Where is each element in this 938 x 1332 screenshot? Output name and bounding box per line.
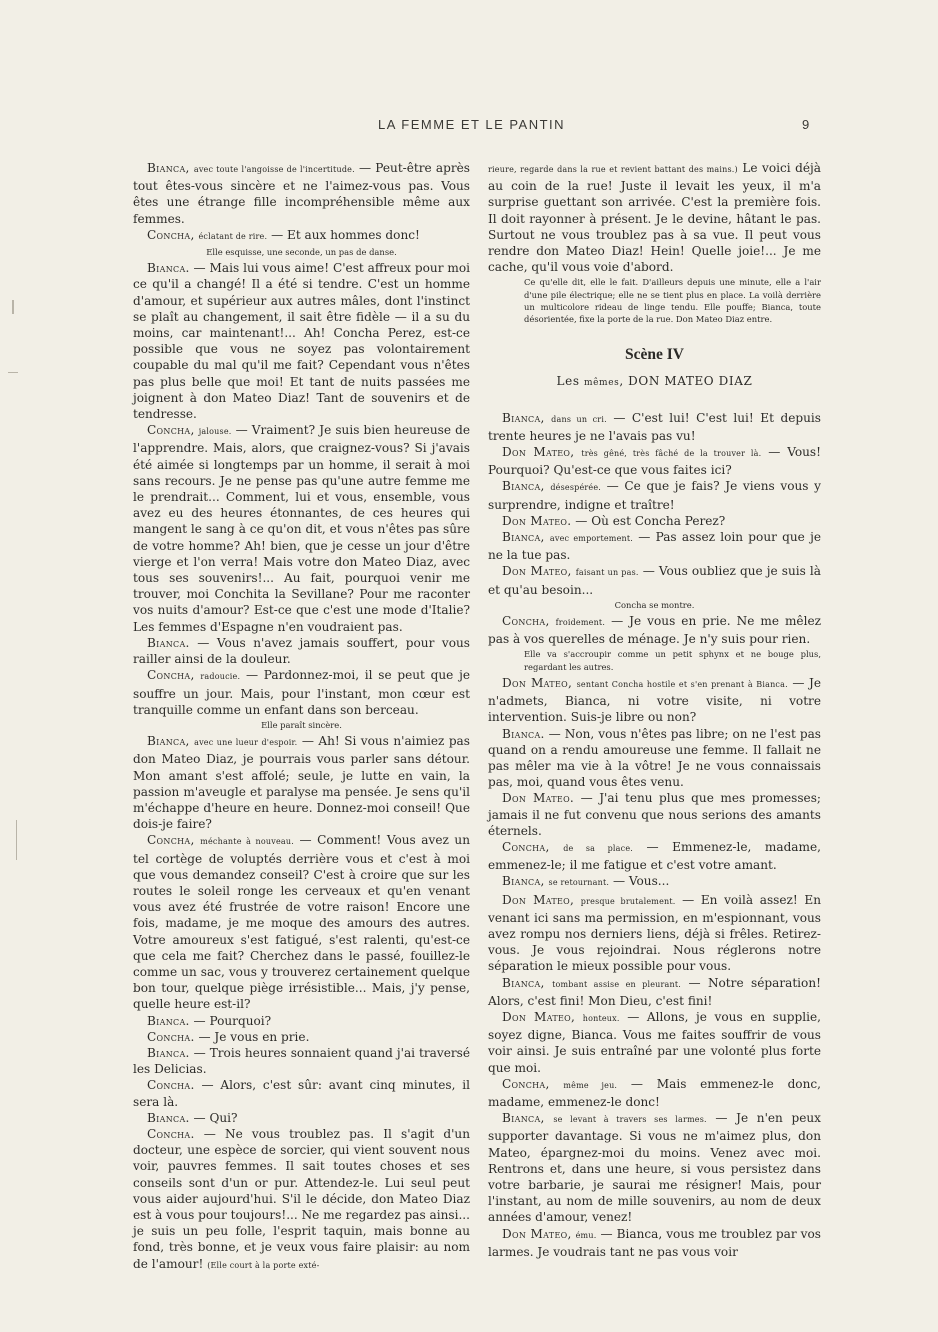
speaker-name: Concha.	[147, 1029, 195, 1044]
dialogue-line	[488, 513, 821, 529]
speaker-name: Concha.	[147, 1126, 195, 1141]
stage-direction-inline: jalouse.	[198, 427, 232, 437]
dialogue-line	[133, 1013, 470, 1029]
page-header	[0, 117, 938, 137]
right-column	[488, 160, 821, 1260]
dialogue-text: — Où est Concha Perez?	[571, 513, 726, 528]
dialogue-line	[133, 160, 470, 227]
stage-direction-inline: radoucie.	[200, 672, 241, 682]
stage-direction-inline: presque brutalement.	[580, 896, 676, 906]
stage-direction-inline: avec toute l'angoisse de l'incertitude.	[193, 165, 355, 174]
stage-direction: Elle paraît sincère.	[261, 719, 342, 730]
stage-direction-inline: avec une lueur d'espoir.	[194, 738, 298, 748]
dialogue-text: — Ah! Si vous n'aimiez pas don Mateo Diaz, je pourrais vous parler sans détour. Mon amant s'est affolé; seule, je lutte en vain, la passion m'aveugle et paralyse ma pensée. Je sens qu'il m'échappe d'heure en heure. Donnez-moi conseil! Que dois-je faire?	[133, 734, 470, 832]
speaker-name: Bianca,	[502, 410, 545, 425]
cast-small: mêmes	[584, 378, 620, 389]
margin-mark	[16, 820, 17, 860]
dialogue-line	[488, 1076, 821, 1110]
speaker-name: Bianca,	[502, 975, 545, 990]
speaker-name: Don Mateo,	[502, 445, 575, 460]
dialogue-line	[133, 227, 470, 245]
speaker-name: Concha,	[147, 227, 195, 242]
dialogue-line	[133, 1126, 470, 1274]
dialogue-line	[133, 1029, 470, 1045]
stage-direction-continued: rieure, regarde dans la rue et revient battant des mains.)	[488, 165, 738, 174]
page-number: 9	[802, 117, 810, 132]
speaker-name: Don Mateo,	[502, 1226, 572, 1241]
dialogue-text: — Et aux hommes donc!	[267, 227, 420, 242]
dialogue-line	[488, 790, 821, 839]
right-dialogue	[488, 410, 821, 1260]
stage-direction-inline: froidement.	[555, 618, 606, 628]
dialogue-text: — Vous n'avez jamais souffert, pour vous railler ainsi de la douleur.	[133, 635, 470, 667]
dialogue-line	[488, 892, 821, 975]
stage-direction-inline: se retournant.	[548, 878, 610, 888]
stage-direction-inline: éclatant de rire.	[198, 231, 268, 241]
speaker-name: Concha,	[147, 423, 195, 438]
dialogue-line	[133, 667, 470, 718]
dialogue-line	[488, 613, 821, 647]
speaker-name: Bianca,	[502, 874, 545, 889]
speaker-name: Don Mateo,	[502, 1009, 576, 1024]
dialogue-text: — Bianca, vous me troublez par vos larmes. Je voudrais tant ne pas vous voir	[488, 1226, 821, 1259]
dialogue-text: — Notre séparation! Alors, c'est fini! Mon Dieu, c'est fini!	[488, 975, 821, 1008]
speaker-name: Bianca,	[147, 161, 190, 175]
dialogue-text: — En voilà assez! En venant ici sans ma permission, en m'espionnant, vous avez rompu nos derniers liens, déjà si frêles. Retirez-vous. Je vous rejoindrai. Nous réglerons notre séparation le mieux possible pour vous.	[488, 892, 821, 974]
speaker-name: Don Mateo.	[502, 513, 572, 528]
running-title: LA FEMME ET LE PANTIN	[378, 117, 566, 132]
stage-direction-inline: même jeu.	[563, 1080, 618, 1090]
speaker-name: Bianca,	[502, 1111, 545, 1126]
dialogue-text: — Qui?	[189, 1110, 238, 1125]
dialogue-line	[133, 422, 470, 635]
speaker-name: Bianca.	[502, 726, 545, 741]
dialogue-line	[488, 873, 821, 891]
dialogue-text: — Allons, je vous en supplie, soyez digne, Bianca. Vous me faites souffrir de vous voir ainsi. Je suis entraîné par une volonté plus forte que moi.	[488, 1009, 821, 1075]
dialogue-text: — Vous...	[609, 874, 670, 889]
dialogue-line	[488, 675, 821, 726]
dialogue-line	[133, 1110, 470, 1126]
dialogue-line	[488, 1110, 821, 1225]
dialogue-line	[133, 733, 470, 832]
dialogue-text: — Ne vous troublez pas. Il s'agit d'un docteur, une espèce de sorcier, qui vient souvent nous voir, pauvres femmes. Il sait toutes choses et ses conseils sont d'un or pur. Attendez-le. Lui seul peut vous aider aujourd'hui. S'il le décide, don Mateo Diaz est à vous pour toujours!... Ne me regardez pas ainsi... je suis un peu folle, l'esprit taquin, mais bonne au fond, très bonne, et je veux vous faire plaisir: au nom de l'amour!	[133, 1126, 470, 1271]
stage-direction-inline: avec emportement.	[549, 534, 634, 544]
stage-direction-inline: (Elle court à la porte exté-	[207, 1260, 320, 1270]
dialogue-text: Le voici déjà au coin de la rue! Juste il levait les yeux, il m'a surprise guettant son arrivée. C'est la première fois. Il doit rayonner à présent. Je le devine, hâtant le pas. Surtout ne vous troublez pas à sa vue. Il peut vous rendre don Mateo Diaz! Hein! Quelle joie!... Je me cache, qu'il vous voie d'abord.	[488, 161, 821, 275]
margin-mark	[12, 300, 14, 314]
dialogue-text: — Alors, c'est sûr: avant cinq minutes, il sera là.	[133, 1078, 470, 1109]
dialogue-text: — C'est lui! C'est lui! Et depuis trente heures je ne l'avais pas vu!	[488, 410, 821, 443]
dialogue-text: — Pardonnez-moi, il se peut que je souffre un jour. Mais, pour l'instant, mon cœur est tranquille comme un enfant dans son berceau.	[133, 668, 470, 717]
dialogue-text: — Vraiment? Je suis bien heureuse de l'apprendre. Mais, alors, que craignez-vous? Si j'avais été aimée si longtemps par un homme, il serait à moi sans recours. Je ne pense pas qu'une autre femme me le prendrait... Comment, lui et vous, ensemble, vous avez eu des heures étonnantes, de ces heures qui mangent le sang à ce qu'on dit, et vous n'êtes pas sûre de votre homme? Ah! bien, que je cesse un jour d'être vierge et l'on verra! Mais votre don Mateo Diaz, avec tous ses souvenirs!... Au fait, pourquoi venir me trouver, moi Conchita la Sevillane? Pour me raconter vos nuits d'amour? Est-ce que c'est une mode d'Italie? Les femmes d'Espagne n'en voudraient pas.	[133, 423, 470, 634]
stage-direction-inline: désespérée.	[550, 483, 602, 493]
dialogue-line	[488, 410, 821, 444]
stage-direction-inline: de sa place.	[563, 843, 633, 853]
dialogue-text: — Emmenez-le, madame, emmenez-le; il me fatigue et c'est votre amant.	[488, 839, 821, 873]
dialogue-text: — Pourquoi?	[189, 1013, 272, 1028]
dialogue-text: — Trois heures sonnaient quand j'ai traversé les Delicias.	[133, 1045, 470, 1077]
dialogue-text: — J'ai tenu plus que mes promesses; jamais il ne fut convenu que nous serions des amants éternels.	[488, 791, 821, 838]
speaker-name: Bianca.	[147, 1013, 190, 1028]
stage-direction-inline: méchante à nouveau.	[200, 837, 294, 847]
speaker-name: Concha.	[147, 1078, 195, 1093]
stage-direction: Concha se montre.	[614, 599, 695, 610]
dialogue-text: — Je vous en prie. Ne me mêlez pas à vos querelles de ménage. Je n'y suis pour rien.	[488, 614, 821, 647]
speaker-name: Bianca,	[147, 734, 190, 749]
dialogue-line	[133, 260, 470, 422]
margin-mark	[8, 372, 18, 373]
dialogue-text: — Mais lui vous aime! C'est affreux pour moi ce qu'il a changé! Il a été si tendre. C'est un homme d'amour, et supérieur aux autres mâles, dont l'instinct se plaît au changement, il sait être fidèle — il a su du moins, car maintenant!... Ah! Concha Perez, est-ce possible que vous ne soyez pas volontairement coupable du mal qu'il me fait? Cependant vous n'êtes pas plus belle que moi! Et tant de nuits passées me joignent à don Mateo Diaz! Tant de souvenirs et de tendresse.	[133, 261, 470, 422]
stage-direction: Elle esquisse, une seconde, un pas de danse.	[206, 247, 397, 258]
stage-direction: Elle va s'accroupir comme un petit sphynx et ne bouge plus, regardant les autres.	[524, 649, 821, 672]
dialogue-text: — Comment! Vous avez un tel cortège de voluptés derrière vous et c'est à moi que vous demandez conseil? C'est à croire que sur les routes le soleil ronge les cerveaux et qu'en venant vous avez été frustrée de votre raison! Encore une fois, madame, je me moque des amours des autres. Votre amoureux s'est fatigué, s'est ralenti, qu'est-ce que cela me fait? Cherchez dans le passé, fouillez-le comme un sac, vous y trouverez certainement quelque bon tour, quelque piège irrésistible... Mais, j'y pense, quelle heure est-il?	[133, 833, 470, 1012]
dialogue-line	[488, 726, 821, 791]
dialogue-line	[488, 1009, 821, 1076]
stage-direction-inline: tombant assise en pleurant.	[552, 979, 682, 989]
speaker-name: Bianca.	[147, 1045, 190, 1060]
dialogue-text: — Mais emmenez-le donc, madame, emmenez-le donc!	[488, 1076, 821, 1109]
dialogue-text: — Je vous en prie.	[194, 1029, 310, 1044]
dialogue-line	[133, 1045, 470, 1077]
cast-rest: , DON MATEO DIAZ	[619, 374, 753, 389]
speaker-name: Bianca.	[147, 261, 190, 276]
dialogue-line	[488, 1226, 821, 1260]
dialogue-line	[488, 563, 821, 597]
stage-direction-inline: se levant à travers ses larmes.	[553, 1115, 707, 1125]
dialogue-line	[133, 1077, 470, 1109]
stage-direction-inline: très gêné, très fâché de la trouver là.	[581, 449, 762, 459]
dialogue-text: — Vous! Pourquoi? Qu'est-ce que vous faites ici?	[488, 445, 821, 478]
dialogue-text: — Je n'en peux supporter davantage. Si vous ne m'aimez plus, don Mateo, épargnez-moi du moins. Venez avec moi. Rentrons et, dans une heure, si vous persistez dans votre barbarie, je saurai me résigner! Mais, pour l'instant, au nom de mille souvenirs, au nom de deux années d'amour, venez!	[488, 1111, 821, 1225]
stage-direction: Ce qu'elle dit, elle le fait. D'ailleurs depuis une minute, elle a l'air d'une pile électrique; elle ne se tient plus en place. La voilà derrière un multicolore rideau de linge tendu. Elle pouffe; Bianca, toute désorientée, fixe la porte de la rue. Don Mateo Diaz entre.	[524, 277, 821, 325]
speaker-name: Concha,	[502, 614, 550, 629]
cast-prefix: Les	[556, 374, 580, 389]
dialogue-text: — Je n'admets, Bianca, ni votre visite, ni votre intervention. Suis-je libre ou non?	[488, 675, 821, 725]
speaker-name: Concha,	[502, 839, 550, 854]
dialogue-line	[488, 529, 821, 563]
speaker-name: Bianca.	[147, 635, 190, 650]
dialogue-line	[488, 975, 821, 1009]
left-column	[133, 160, 470, 1274]
dialogue-line	[133, 832, 470, 1012]
dialogue-line	[488, 444, 821, 478]
continued-line	[488, 160, 821, 275]
stage-direction-inline: ému.	[575, 1230, 597, 1240]
dialogue-line	[488, 478, 821, 512]
dialogue-line	[488, 839, 821, 873]
dialogue-text: — Pas assez loin pour que je ne la tue pas.	[488, 530, 821, 563]
speaker-name: Concha,	[147, 833, 195, 848]
speaker-name: Don Mateo,	[502, 564, 572, 579]
speaker-name: Concha,	[502, 1076, 550, 1091]
speaker-name: Don Mateo.	[502, 791, 575, 806]
speaker-name: Don Mateo,	[502, 675, 573, 690]
dialogue-text: — Vous oubliez que je suis là et qu'au besoin...	[488, 564, 821, 597]
scene-cast	[488, 373, 821, 391]
speaker-name: Concha,	[147, 668, 195, 683]
dialogue-text: — Ce que je fais? Je viens vous y surprendre, indigne et traître!	[488, 479, 821, 512]
stage-direction-inline: dans un cri.	[551, 414, 607, 424]
stage-direction-inline: faisant un pas.	[575, 568, 639, 578]
speaker-name: Don Mateo,	[502, 892, 575, 907]
dialogue-line	[133, 635, 470, 667]
speaker-name: Bianca,	[502, 530, 545, 545]
dialogue-text: — Non, vous n'êtes pas libre; on ne l'est pas quand on a rendu amoureuse une femme. Il fallait ne pas mêler ma vie à la vôtre! Je ne vous connaissais pas, moi, quand vous êtes venu.	[488, 726, 821, 790]
dialogue-text: — Peut-être après tout êtes-vous sincère et ne l'aimez-vous pas. Vous êtes une étrange fille incompréhensible même aux femmes.	[133, 161, 470, 226]
speaker-name: Bianca.	[147, 1110, 190, 1125]
stage-direction-inline: honteux.	[582, 1013, 620, 1023]
stage-direction-inline: sentant Concha hostile et s'en prenant à Bianca.	[576, 679, 788, 689]
scene-title: Scène IV	[625, 346, 684, 364]
speaker-name: Bianca,	[502, 479, 545, 494]
